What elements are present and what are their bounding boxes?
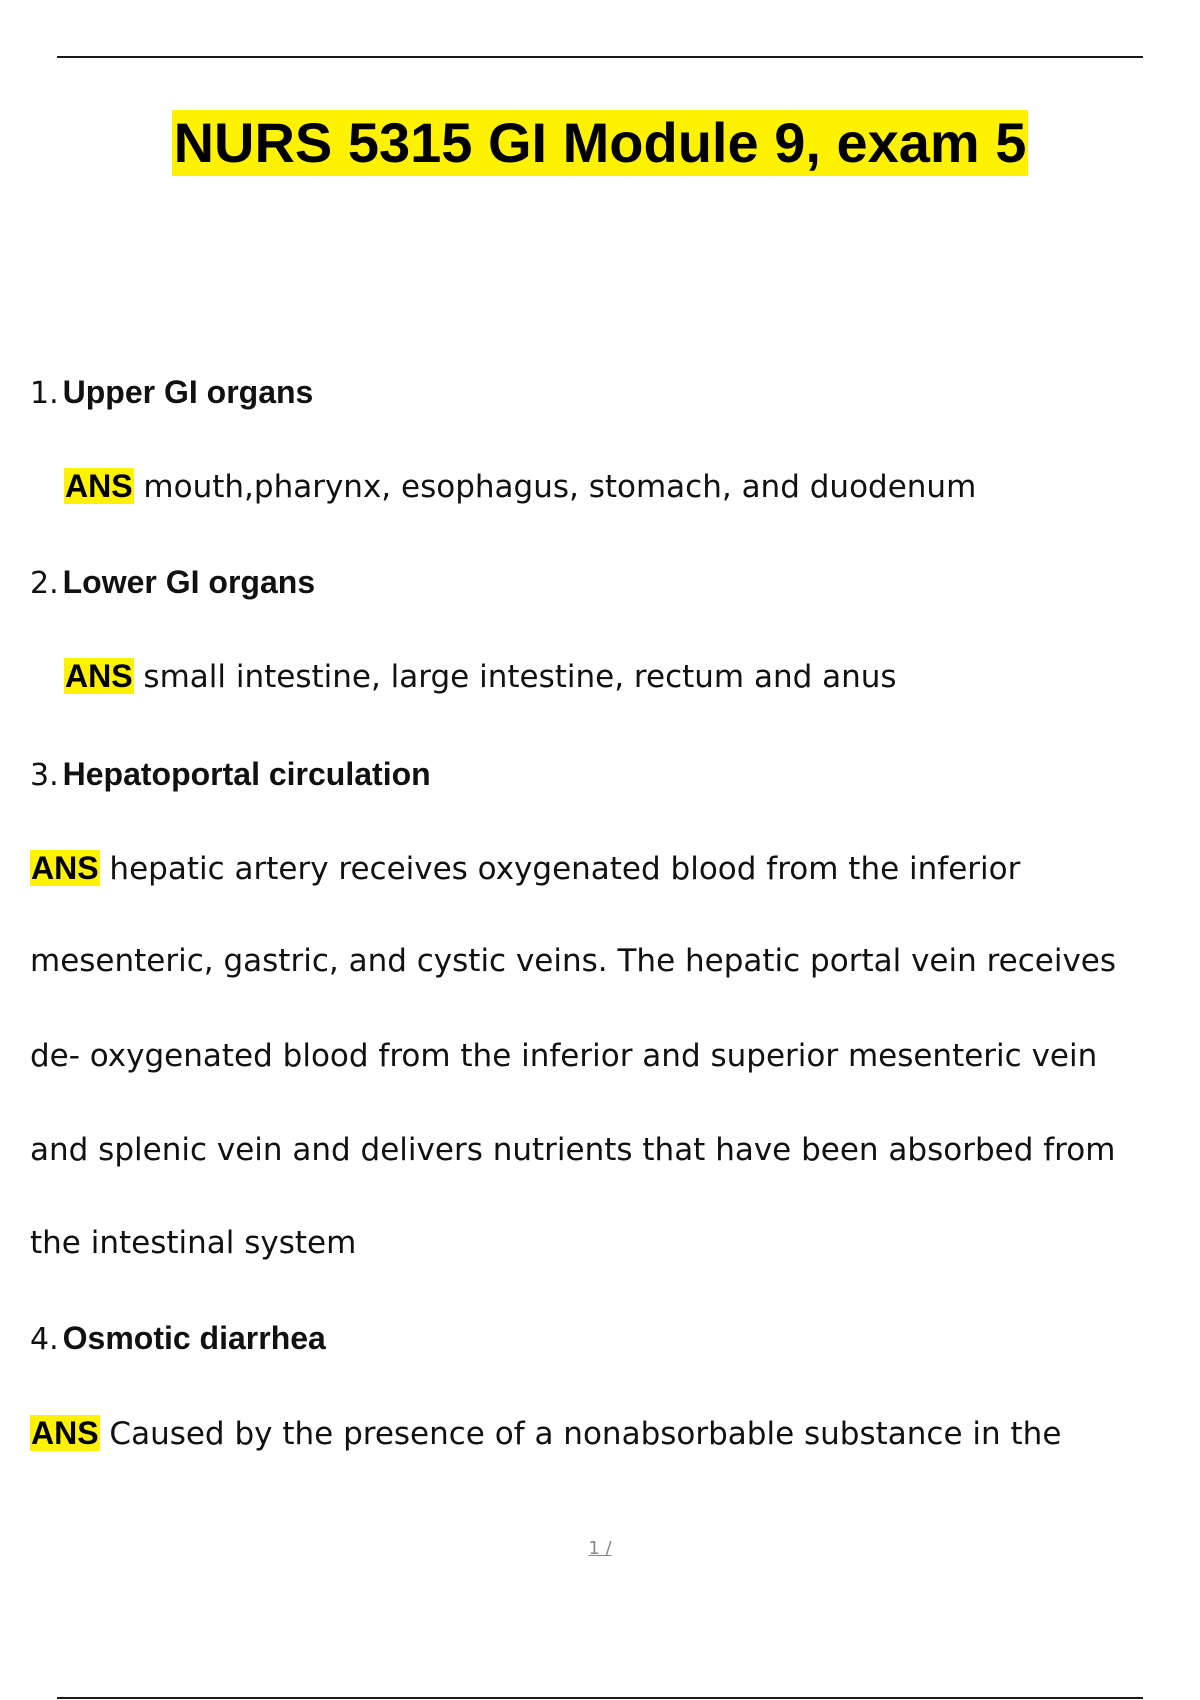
answer-text: hepatic artery receives oxygenated blood from the inferior [109, 851, 1021, 887]
title-container [0, 110, 1200, 176]
answer-text: small intestine, large intestine, rectum and anus [143, 659, 897, 695]
question-number: 4. [30, 1322, 59, 1357]
answer-3-line-3: de- oxygenated blood from the inferior and superior mesenteric vein [30, 1038, 1098, 1074]
question-number: 3. [30, 758, 59, 793]
answer-1 [64, 466, 976, 507]
question-1 [30, 372, 313, 414]
document-title: NURS 5315 GI Module 9, exam 5 [173, 111, 1027, 174]
answer-3-line-2: mesenteric, gastric, and cystic veins. The hepatic portal vein receives [30, 943, 1117, 979]
question-text: Osmotic diarrhea [62, 1320, 326, 1356]
answer-text: mouth,pharynx, esophagus, stomach, and duodenum [143, 469, 977, 505]
answer-text: Caused by the presence of a nonabsorbable substance in the [109, 1416, 1062, 1452]
answer-3 [30, 848, 1020, 889]
answer-2 [64, 656, 897, 697]
ans-label: ANS [65, 658, 133, 694]
ans-label: ANS [31, 1415, 99, 1451]
question-3 [30, 754, 431, 796]
top-divider [57, 56, 1143, 58]
question-4 [30, 1318, 326, 1360]
question-text: Hepatoportal circulation [62, 756, 431, 792]
question-number: 1. [30, 376, 59, 411]
answer-4 [30, 1413, 1061, 1454]
bottom-divider [57, 1697, 1143, 1699]
answer-3-line-4: and splenic vein and delivers nutrients that have been absorbed from [30, 1132, 1116, 1168]
question-number: 2. [30, 566, 59, 601]
question-text: Lower GI organs [62, 564, 316, 600]
question-2 [30, 562, 315, 604]
ans-label: ANS [31, 850, 99, 886]
answer-3-line-5: the intestinal system [30, 1225, 357, 1261]
page-indicator: 1 / [588, 1538, 612, 1559]
question-text: Upper GI organs [62, 374, 314, 410]
ans-label: ANS [65, 468, 133, 504]
